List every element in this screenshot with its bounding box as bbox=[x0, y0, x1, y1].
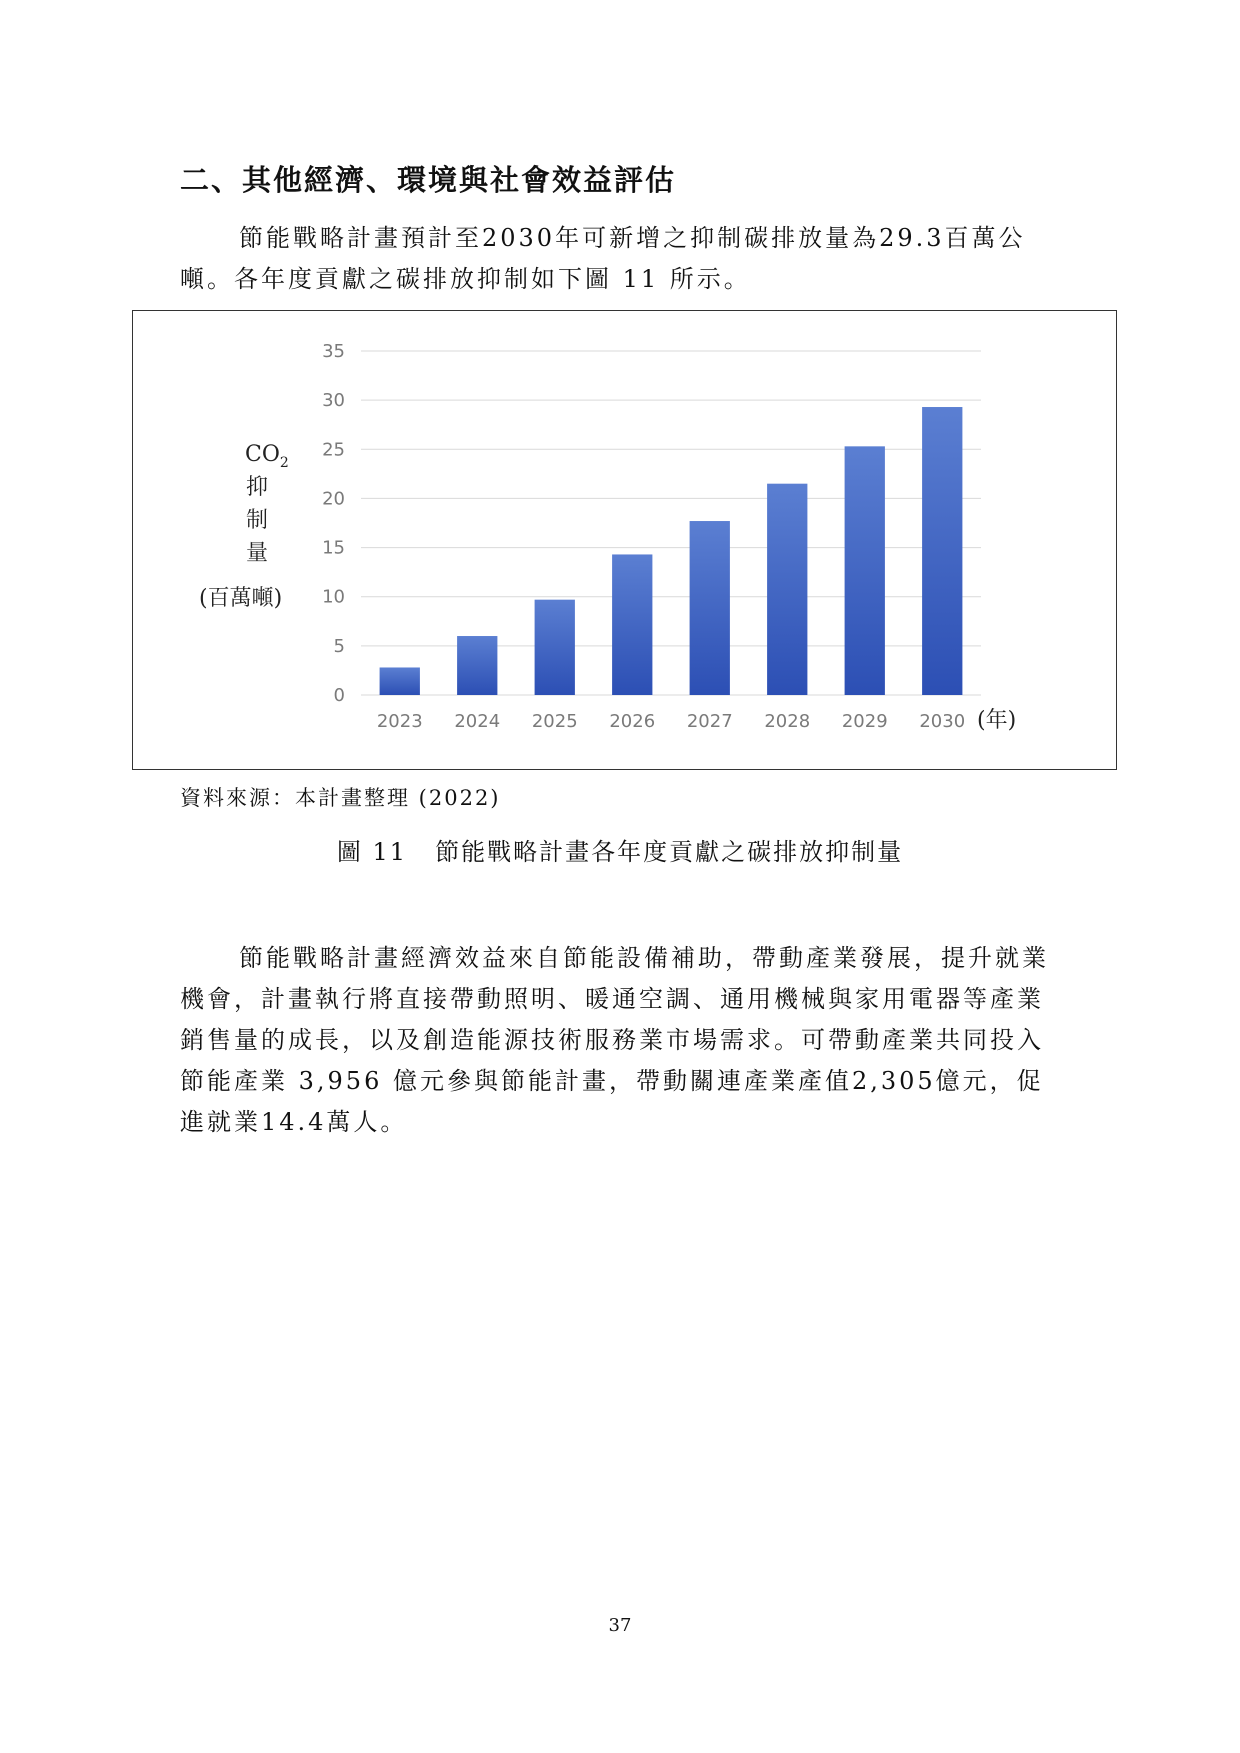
page-number: 37 bbox=[608, 1615, 632, 1636]
y-tick-label-20: 20 bbox=[322, 488, 345, 510]
bar-2023 bbox=[380, 667, 420, 695]
y-axis-label-line-4: 量 bbox=[246, 541, 269, 566]
bar-2026 bbox=[612, 554, 652, 695]
paragraph-carbon-reduction: 節能戰略計畫預計至2030年可新增之抑制碳排放量為29.3百萬公噸。各年度貢獻之碳排放抑制如下圖 11 所示。 bbox=[180, 224, 1026, 293]
y-tick-label-25: 25 bbox=[322, 439, 345, 461]
y-axis-label-co: $CO_2$ bbox=[245, 442, 289, 471]
x-tick-label-2026: 2026 bbox=[609, 711, 656, 732]
x-tick-label-2024: 2024 bbox=[454, 711, 501, 732]
bar-2027 bbox=[690, 521, 730, 695]
y-axis-label-unit: (百萬噸) bbox=[199, 586, 283, 611]
bar-2030 bbox=[922, 407, 962, 695]
y-tick-label-30: 30 bbox=[322, 390, 345, 412]
x-tick-label-2029: 2029 bbox=[841, 711, 888, 732]
x-axis-label: (年) bbox=[977, 708, 1017, 733]
y-axis-label-line-2: 抑 bbox=[246, 475, 269, 500]
x-tick-label-2027: 2027 bbox=[686, 711, 733, 732]
x-tick-label-2025: 2025 bbox=[531, 711, 578, 732]
y-tick-label-5: 5 bbox=[333, 635, 345, 657]
figure-caption bbox=[0, 832, 1240, 867]
figure-number: 圖 11 bbox=[336, 838, 408, 866]
y-axis-label-line-3: 制 bbox=[246, 508, 269, 533]
bar-2028 bbox=[767, 484, 807, 695]
y-tick-label-35: 35 bbox=[322, 341, 345, 362]
bar-chart bbox=[132, 310, 1117, 770]
x-tick-label-2030: 2030 bbox=[919, 711, 966, 732]
source-note: 資料來源：本計畫整理 (2022) bbox=[180, 786, 501, 810]
bar-2024 bbox=[457, 636, 497, 695]
bar-2025 bbox=[535, 600, 575, 695]
bar-2029 bbox=[845, 446, 885, 695]
y-tick-label-10: 10 bbox=[322, 586, 345, 608]
x-tick-label-2023: 2023 bbox=[376, 711, 423, 732]
paragraph-economic-benefits: 節能戰略計畫經濟效益來自節能設備補助，帶動產業發展，提升就業機會，計畫執行將直接帶動照明、暖通空調、通用機械與家用電器等產業銷售量的成長，以及創造能源技術服務業市場需求。可帶動產業共同投入節能產業 3,956 億元參與節能計畫，帶動關連產業產值2,305億元，促進就業14.4萬人。 bbox=[180, 944, 1049, 1136]
y-tick-label-15: 15 bbox=[322, 537, 345, 559]
bar-chart-svg bbox=[133, 311, 1116, 769]
y-tick-label-0: 0 bbox=[333, 685, 345, 706]
figure-caption-text: 節能戰略計畫各年度貢獻之碳排放抑制量 bbox=[435, 838, 904, 866]
section-title: 二、其他經濟、環境與社會效益評估 bbox=[180, 163, 677, 197]
x-tick-label-2028: 2028 bbox=[764, 711, 811, 732]
